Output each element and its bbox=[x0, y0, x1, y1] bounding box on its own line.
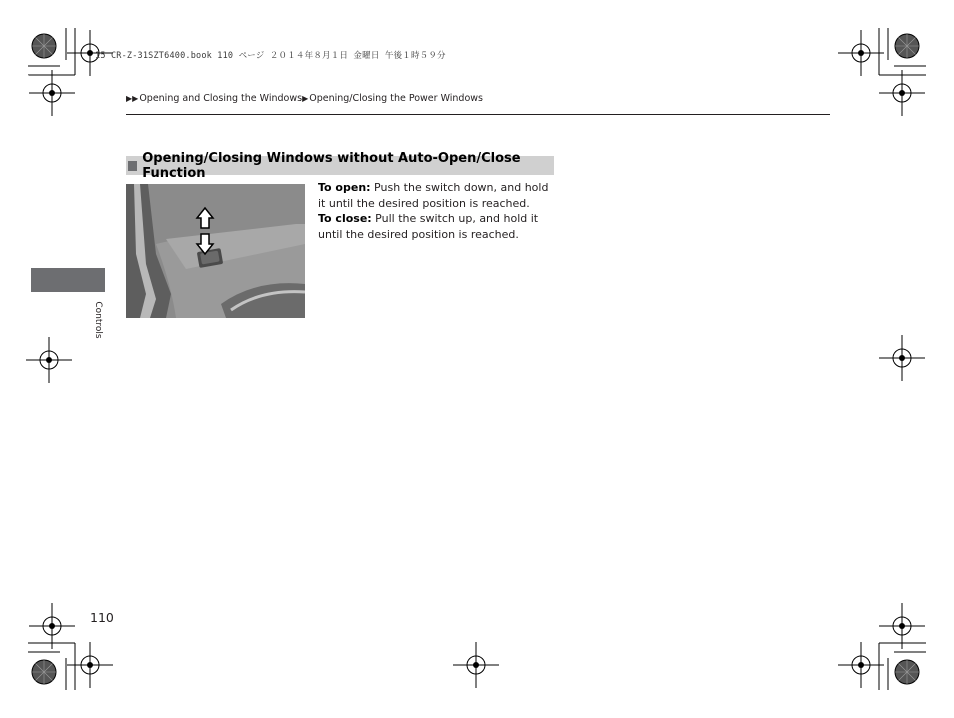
close-label: To close: bbox=[318, 212, 372, 225]
double-arrow-icon: ▶▶ bbox=[126, 94, 139, 103]
breadcrumb-item-windows[interactable]: Opening and Closing the Windows bbox=[139, 93, 303, 104]
open-label: To open: bbox=[318, 181, 371, 194]
arrow-icon: ▶ bbox=[302, 94, 309, 103]
chapter-tab-label: Controls bbox=[93, 301, 103, 339]
square-bullet-icon bbox=[128, 161, 137, 171]
section-heading-text: Opening/Closing Windows without Auto-Open/Close Function bbox=[142, 150, 521, 181]
window-switch-photo bbox=[126, 184, 305, 318]
breadcrumb-item-power-windows[interactable]: Opening/Closing the Power Windows bbox=[309, 93, 483, 104]
chapter-tab bbox=[31, 268, 105, 292]
open-text: Push the switch down, and hold it until the desired position is reached. bbox=[318, 181, 549, 210]
instruction-text bbox=[318, 180, 558, 242]
breadcrumb bbox=[126, 93, 483, 104]
print-header: 15 CR-Z-31SZT6400.book 110 ページ ２０１４年８月１日 金曜日 午後１時５９分 bbox=[95, 51, 446, 61]
header-rule bbox=[126, 114, 830, 115]
section-heading bbox=[126, 150, 554, 181]
page-number: 110 bbox=[90, 610, 114, 625]
close-text: Pull the switch up, and hold it until the desired position is reached. bbox=[318, 212, 539, 241]
